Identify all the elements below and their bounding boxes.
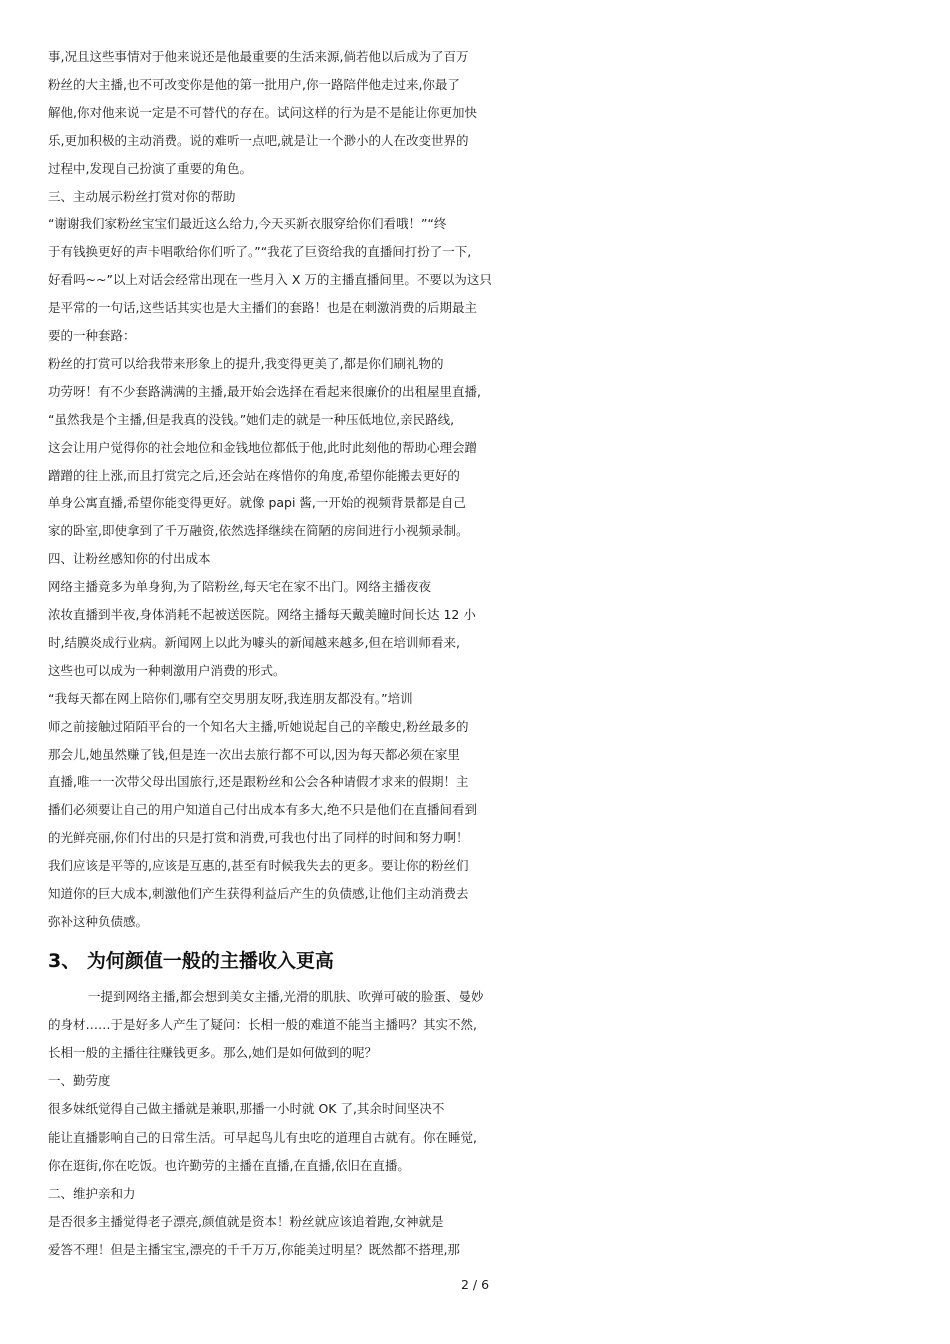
text-line: 粉丝的大主播,也不可改变你是他的第一批用户,你一路陪伴他走过来,你最了 — [48, 76, 460, 92]
text-line: 直播,唯一一次带父母出国旅行,还是跟粉丝和公会各种请假才求来的假期！主 — [48, 774, 469, 790]
text-line: 爱答不理！但是主播宝宝,漂亮的千千万万,你能美过明星？既然都不搭理,那 — [48, 1241, 460, 1257]
text-line: 粉丝的打赏可以给我带来形象上的提升,我变得更美了,都是你们刷礼物的 — [48, 355, 444, 371]
text-line: 那会儿,她虽然赚了钱,但是连一次出去旅行都不可以,因为每天都必须在家里 — [48, 746, 460, 762]
text-line: 这些也可以成为一种刺激用户消费的形式。 — [48, 662, 286, 678]
text-line: 四、让粉丝感知你的付出成本 — [48, 551, 211, 567]
text-line: 知道你的巨大成本,刺激他们产生获得利益后产生的负债感,让他们主动消费去 — [48, 886, 469, 901]
text-line: 的身材……于是好多人产生了疑问：长相一般的难道不能当主播吗？其实不然, — [48, 1017, 477, 1033]
text-line: 长相一般的主播往往赚钱更多。那么,她们是如何做到的呢？ — [48, 1045, 377, 1061]
text-line: 浓妆直播到半夜,身体消耗不起被送医院。网络主播每天戴美瞳时间长达 12 小 — [48, 607, 476, 622]
page-number: 2 / 6 — [460, 1277, 490, 1292]
text-line: 时,结膜炎成行业病。新闻网上以此为噱头的新闻越来越多,但在培训师看来, — [48, 634, 460, 650]
text-line: 一提到网络主播,都会想到美女主播,光滑的肌肤、吹弹可破的脸蛋、曼妙 — [88, 989, 484, 1004]
text-line: 播们必须要让自己的用户知道自己付出成本有多大,绝不只是他们在直播间看到 — [48, 802, 477, 818]
text-line: 好看吗~~”以上对话会经常出现在一些月入 X 万的主播直播间里。不要以为这只 — [48, 272, 492, 288]
text-line: 要的一种套路： — [48, 328, 136, 343]
text-line: 功劳呀！有不少套路满满的主播,最开始会选择在看起来很廉价的出租屋里直播, — [48, 383, 481, 399]
text-line: 这会让用户觉得你的社会地位和金钱地位都低于他,此时此刻他的帮助心理会蹭 — [48, 439, 477, 455]
text-line: 你在逛街,你在吃饭。也许勤劳的主播在直播,在直播,依旧在直播。 — [48, 1157, 410, 1173]
text-line: 蹭蹭的往上涨,而且打赏完之后,还会站在疼惜你的角度,希望你能搬去更好的 — [48, 467, 460, 483]
text-line: 一、勤劳度 — [48, 1073, 111, 1089]
text-line: 是否很多主播觉得老子漂亮,颜值就是资本！粉丝就应该追着跑,女神就是 — [48, 1213, 444, 1229]
text-line: 的光鲜亮丽,你们付出的只是打赏和消费,可我也付出了同样的时间和努力啊！ — [48, 830, 469, 846]
text-line: “虽然我是个主播,但是我真的没钱。”她们走的就是一种压低地位,亲民路线, — [48, 411, 455, 427]
text-line: 过程中,发现自己扮演了重要的角色。 — [48, 160, 252, 176]
text-line: “谢谢我们家粉丝宝宝们最近这么给力,今天买新衣服穿给你们看哦！”“终 — [48, 216, 447, 232]
section-heading: 3、 为何颜值一般的主播收入更高 — [48, 950, 334, 972]
text-line: 解他,你对他来说一定是不可替代的存在。试问这样的行为是不是能让你更加快 — [48, 104, 477, 120]
text-line: 乐,更加积极的主动消费。说的难听一点吧,就是让一个渺小的人在改变世界的 — [48, 132, 469, 148]
text-line: 网络主播竟多为单身狗,为了陪粉丝,每天宅在家不出门。网络主播夜夜 — [48, 579, 431, 595]
text-line: 三、主动展示粉丝打赏对你的帮助 — [48, 188, 236, 204]
text-line: 二、维护亲和力 — [48, 1185, 136, 1201]
text-line: 很多妹纸觉得自己做主播就是兼职,那播一小时就 OK 了,其余时间坚决不 — [48, 1101, 445, 1117]
text-line: 事,况且这些事情对于他来说还是他最重要的生活来源,倘若他以后成为了百万 — [48, 49, 469, 64]
text-line: 于有钱换更好的声卡唱歌给你们听了。”“我花了巨资给我的直播间打扮了一下, — [48, 244, 472, 260]
text-line: 单身公寓直播,希望你能变得更好。就像 papi 酱,一开始的视频背景都是自己 — [48, 495, 466, 511]
text-line: 能让直播影响自己的日常生活。可早起鸟儿有虫吃的道理自古就有。你在睡觉, — [48, 1129, 477, 1145]
text-line: 家的卧室,即使拿到了千万融资,依然选择继续在简陋的房间进行小视频录制。 — [48, 523, 469, 539]
text-line: 是平常的一句话,这些话其实也是大主播们的套路！也是在刺激消费的后期最主 — [48, 300, 477, 316]
text-line: 师之前接触过陌陌平台的一个知名大主播,听她说起自己的辛酸史,粉丝最多的 — [48, 718, 469, 734]
text-line: 弥补这种负债感。 — [48, 913, 149, 929]
text-line: 我们应该是平等的,应该是互惠的,甚至有时候我失去的更多。要让你的粉丝们 — [48, 858, 469, 874]
text-line: “我每天都在网上陪你们,哪有空交男朋友呀,我连朋友都没有。”培训 — [48, 690, 413, 706]
